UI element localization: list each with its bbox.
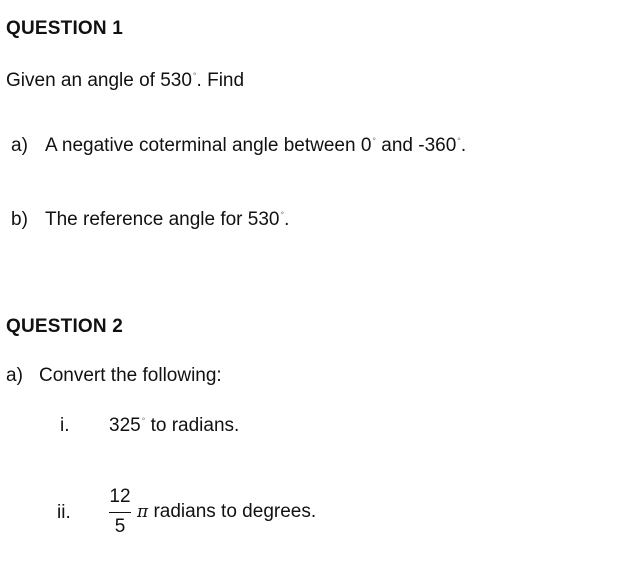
fraction-denominator: 5 [114,516,126,537]
degree-symbol: ° [280,209,285,220]
pi-symbol: π [137,502,149,522]
question-2a-ii-text [137,501,316,523]
degree-symbol: ° [192,70,197,81]
question-1b-label: b) [11,209,28,230]
question-1a-label: a) [11,135,28,156]
intro-text: Given an angle of 530 [6,70,192,91]
question-1a-text [45,135,466,157]
fraction-numerator: 12 [109,486,131,507]
question-2a-i-text [109,415,239,437]
question-2-heading: QUESTION 2 [6,316,124,337]
degree-symbol: ° [141,415,146,426]
fraction-bar [109,512,131,513]
part-a-text: A negative coterminal angle between 0 [45,135,372,156]
item-i-text-end: to radians. [145,415,240,436]
question-2a-text: Convert the following: [39,365,222,386]
part-b-text-end: . [284,209,290,230]
fraction-12-over-5 [106,486,134,542]
degree-symbol: ° [457,135,461,146]
part-a-text-mid: and -360 [376,135,457,156]
question-2a-i-label: i. [60,415,70,436]
question-1-intro [6,70,244,92]
intro-text-end: . Find [196,70,245,91]
item-ii-text-end: radians to degrees. [148,501,317,522]
question-2a-label: a) [6,365,23,386]
degree-symbol: ° [372,135,376,146]
item-i-value: 325 [109,415,141,436]
question-1-heading: QUESTION 1 [6,18,124,39]
part-a-text-end: . [460,135,467,156]
question-1b-text [45,209,289,231]
question-2a-ii-label: ii. [57,502,71,523]
part-b-text: The reference angle for 530 [45,209,280,230]
